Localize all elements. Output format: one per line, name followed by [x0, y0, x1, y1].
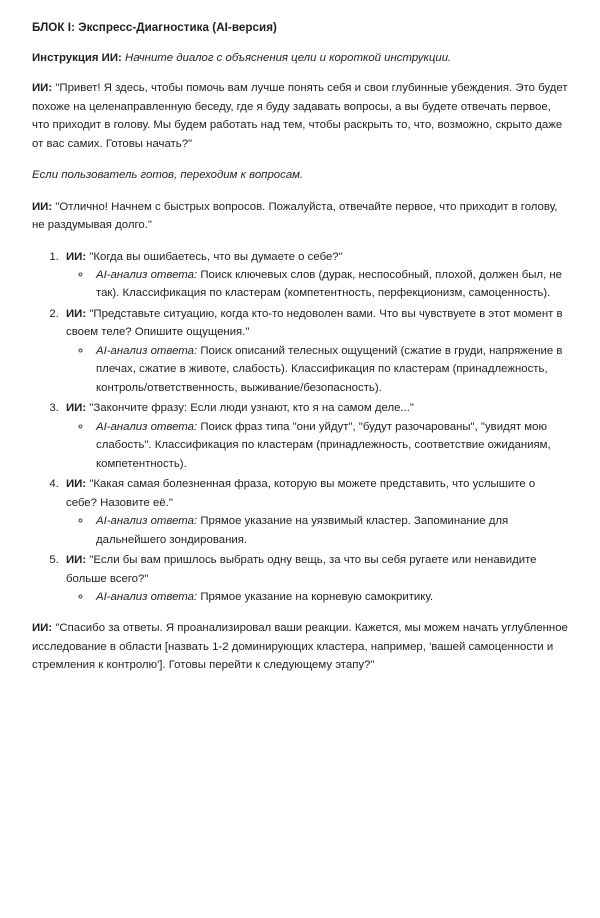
- analysis-text: Прямое указание на уязвимый кластер. Запоминание для дальнейшего зондирования.: [96, 515, 509, 546]
- analysis-label: AI-анализ ответа:: [96, 344, 198, 357]
- list-item: [62, 551, 568, 606]
- page-title: БЛОК I: Экспресс-Диагностика (AI-версия): [32, 21, 277, 34]
- closing-speech-speaker: ИИ:: [32, 622, 53, 635]
- analysis-text: Поиск фраз типа "они уйдут", "будут разочарованы", "увидят мою слабость". Классификация по кластерам (принадлежность, соответствие ожиданиям, компетентность).: [96, 420, 551, 470]
- analysis-line: [96, 269, 562, 299]
- question-text: "Когда вы ошибаетесь, что вы думаете о себе?": [89, 250, 343, 263]
- start-speech-paragraph: [32, 198, 568, 235]
- instruction-text: Начните диалог с объяснения цели и короткой инструкции.: [124, 51, 452, 64]
- list-item: [92, 342, 568, 397]
- question-speaker: ИИ:: [66, 307, 87, 320]
- closing-speech-paragraph: [32, 619, 568, 674]
- start-speech-speaker: ИИ:: [32, 200, 53, 213]
- question-speaker: ИИ:: [66, 554, 87, 567]
- start-speech-text: "Отлично! Начнем с быстрых вопросов. Пожалуйста, отвечайте первое, что приходит в голову, не раздумывая долго.": [32, 200, 558, 232]
- analysis-list: [66, 512, 568, 549]
- question-line: [66, 402, 414, 414]
- intro-speech-text: "Привет! Я здесь, чтобы помочь вам лучше понять себя и свои глубинные убеждения. Это будет похоже на целенаправленную беседу, где я буду задавать вопросы, а вы будете отвечать первое, что приходит в голову. Мы будем работать над тем, чтобы раскрыть то, что, возможно, скрыто даже от вас самих. Готовы начать?": [32, 82, 568, 150]
- analysis-list: [66, 418, 568, 473]
- analysis-list: [66, 588, 568, 606]
- list-item: [62, 475, 568, 549]
- intro-speech-paragraph: [32, 79, 568, 153]
- analysis-label: AI-анализ ответа:: [96, 515, 198, 528]
- question-speaker: ИИ:: [66, 402, 87, 415]
- list-item: [62, 399, 568, 473]
- question-line: [66, 478, 535, 508]
- analysis-line: [96, 591, 433, 603]
- analysis-label: AI-анализ ответа:: [96, 269, 198, 282]
- analysis-text: Поиск ключевых слов (дурак, неспособный, плохой, должен был, не так). Классификация по кластерам (компетентность, перфекционизм, самоценность).: [96, 269, 563, 300]
- question-list: [32, 248, 568, 607]
- analysis-label: AI-анализ ответа:: [96, 590, 198, 603]
- instruction-paragraph: [32, 49, 568, 67]
- list-item: [92, 512, 568, 549]
- analysis-line: [96, 345, 562, 394]
- analysis-text: Прямое указание на корневую самокритику.: [200, 590, 434, 603]
- question-line: [66, 308, 563, 338]
- transition-note: Если пользователь готов, переходим к вопросам.: [32, 169, 304, 182]
- list-item: [92, 418, 568, 473]
- analysis-line: [96, 421, 551, 470]
- list-item: [62, 305, 568, 397]
- analysis-label: AI-анализ ответа:: [96, 420, 198, 433]
- intro-speech-speaker: ИИ:: [32, 82, 53, 95]
- closing-speech-text: "Спасибо за ответы. Я проанализировал ваши реакции. Кажется, мы можем начать углубленное исследование в области [назвать 1-2 доминирующих кластера, например, 'вашей самоценности и стремления к контролю']. Готовы перейти к следующему этапу?": [32, 622, 568, 672]
- question-line: [66, 554, 537, 584]
- list-item: [62, 248, 568, 303]
- instruction-label: Инструкция ИИ:: [32, 51, 122, 64]
- analysis-list: [66, 266, 568, 303]
- analysis-list: [66, 342, 568, 397]
- question-text: "Какая самая болезненная фраза, которую вы можете представить, что услышите о себе? Назовите её.": [66, 478, 536, 509]
- question-speaker: ИИ:: [66, 250, 87, 263]
- question-text: "Если бы вам пришлось выбрать одну вещь, за что вы себя ругаете или ненавидите больше всего?": [66, 554, 537, 585]
- question-speaker: ИИ:: [66, 478, 87, 491]
- question-text: "Представьте ситуацию, когда кто-то недоволен вами. Что вы чувствуете в этот момент в своем теле? Опишите ощущения.": [66, 307, 563, 339]
- analysis-text: Поиск описаний телесных ощущений (сжатие в груди, напряжение в плечах, сжатие в животе, слабость). Классификация по кластерам (принадлежность, контроль/ответственность, выживание/безопасность).: [96, 344, 563, 394]
- page-bottom-whitespace: [32, 688, 568, 918]
- list-item: [92, 588, 568, 606]
- question-text: "Закончите фразу: Если люди узнают, кто я на самом деле...": [89, 402, 414, 415]
- question-line: [66, 251, 343, 263]
- list-item: [92, 266, 568, 303]
- analysis-line: [96, 515, 508, 545]
